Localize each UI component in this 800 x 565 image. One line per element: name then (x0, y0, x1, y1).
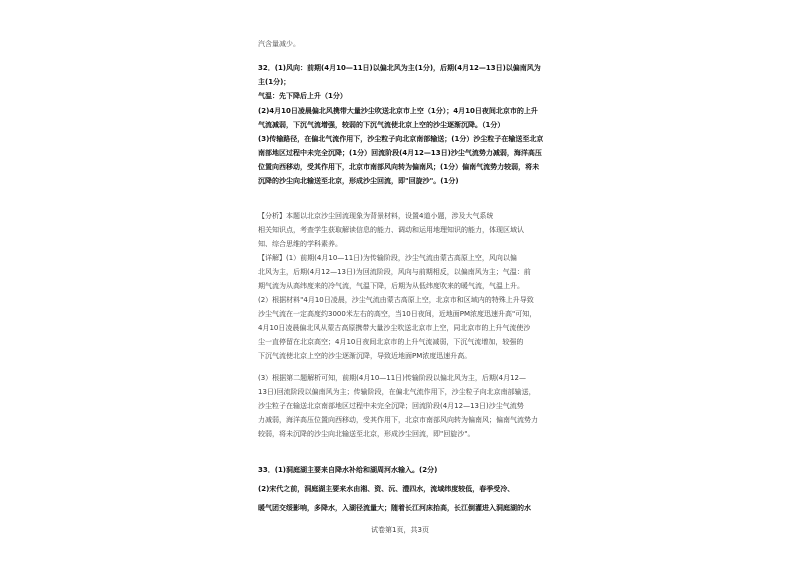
text-line: 汽含量减少。 (258, 40, 300, 48)
text-line: 沉降的沙尘向北输送至北京，形成沙尘回流，即"回旋沙"。(1分) (258, 177, 459, 185)
answer-33-2: (2)宋代之前，洞庭湖主要来水由湘、资、沅、澧四水，流域纬度较低，春季受冷、 (258, 485, 515, 493)
text-line: 沙尘气流在一定高度约3000米左右的高空，当10日夜间，近地面PM浓度迅速升高"可知， (258, 310, 537, 318)
text-line: 主(1分)； (258, 78, 291, 86)
text-line: 知、综合思维的学科素养。 (258, 240, 342, 248)
answer-33-1: 33．(1)洞庭湖主要来自降水补给和湖周河水输入。(2分) (258, 466, 438, 474)
page-footer: 试卷第1页，共3页 (371, 526, 429, 534)
text-line: 力减弱，海洋高压位置向西移动，受其作用下，北京市南部风向转为偏南风；偏南气流势力 (258, 416, 538, 424)
answer-32-1: 32．(1)风向：前期(4月10—11日)以偏北风为主(1分)，后期(4月12—13日)以偏南风为 (258, 64, 541, 72)
answer-32-3: (3)传输路径，在偏北气流作用下，沙尘粒子向北京南部输送；(1分）沙尘粒子在输送至北京 (258, 135, 544, 143)
text-line: 气温：先下降后上升（1分） (258, 92, 347, 100)
text-line: 下沉气流使北京上空的沙尘逐渐沉降，导致近地面PM浓度迅速升高。 (258, 352, 472, 360)
text-line: 气流减弱，下沉气流增强，较弱的下沉气流使北京上空的沙尘逐渐沉降。（1分） (258, 121, 505, 129)
text-line: (3）根据第二题解析可知，前期(4月10—11日)传输阶段以偏北风为主，后期(4月12— (258, 374, 527, 382)
text-line: 较弱，将未沉降的沙尘向北输送至北京，形成沙尘回流，即"回旋沙"。 (258, 430, 475, 438)
analysis-heading: 【分析】本题以北京沙尘回流现象为背景材料，设置4道小题，涉及大气系统 (258, 212, 494, 220)
text-line: 13日)回流阶段以偏南风为主；传输阶段，在偏北气流作用下，沙尘粒子向北京南部输送， (258, 388, 536, 396)
text-line: 位置向西移动，受其作用下，北京市南部风向转为偏南风；(1分）偏南气流势力较弱，将未 (258, 163, 540, 171)
text-line: 期气流为从高纬度来的冷气流，气温下降，后期为从低纬度吹来的暖气流，气温上升。 (258, 282, 524, 290)
text-line: 4月10日凌晨偏北风从蒙古高原携带大量沙尘吹送北京市上空，同北京市的上升气流使沙 (258, 324, 531, 332)
text-line: 南部地区过程中未完全沉降；(1分）回流阶段(4月12—13日)沙尘气流势力减弱，海洋高压 (258, 149, 542, 157)
answer-32-2: (2)4月10日凌晨偏北风携带大量沙尘吹送北京市上空（1分）；4月10日夜间北京市的上升 (258, 107, 538, 115)
text-line: 尘一直停留在北京高空；4月10日夜间北京市的上升气流减弱，下沉气流增加，较强的 (258, 338, 524, 346)
text-line: (2）根据材料"4月10日凌晨，沙尘气流由蒙古高原上空，北京市和区域内的特殊上升导致 (258, 296, 534, 304)
text-line: 暖气团交绥影响，多降水，入湖径流量大；随着长江河床抬高，长江倒灌进入洞庭湖的水 (258, 504, 531, 512)
detail-heading: 【详解】(1）前期(4月10—11日)为传输阶段，沙尘气流由蒙古高原上空，风向以偏 (258, 254, 517, 262)
text-line: 沙尘粒子在输送北京南部地区过程中未完全沉降；回流阶段(4月12—13日)沙尘气流势 (258, 402, 524, 410)
text-line: 相关知识点，考查学生获取解读信息的能力、调动和运用地理知识的能力，体现区域认 (258, 226, 524, 234)
text-line: 北风为主，后期(4月12—13日)为回流阶段，风向与前期相反，以偏南风为主；气温：前 (258, 268, 531, 276)
